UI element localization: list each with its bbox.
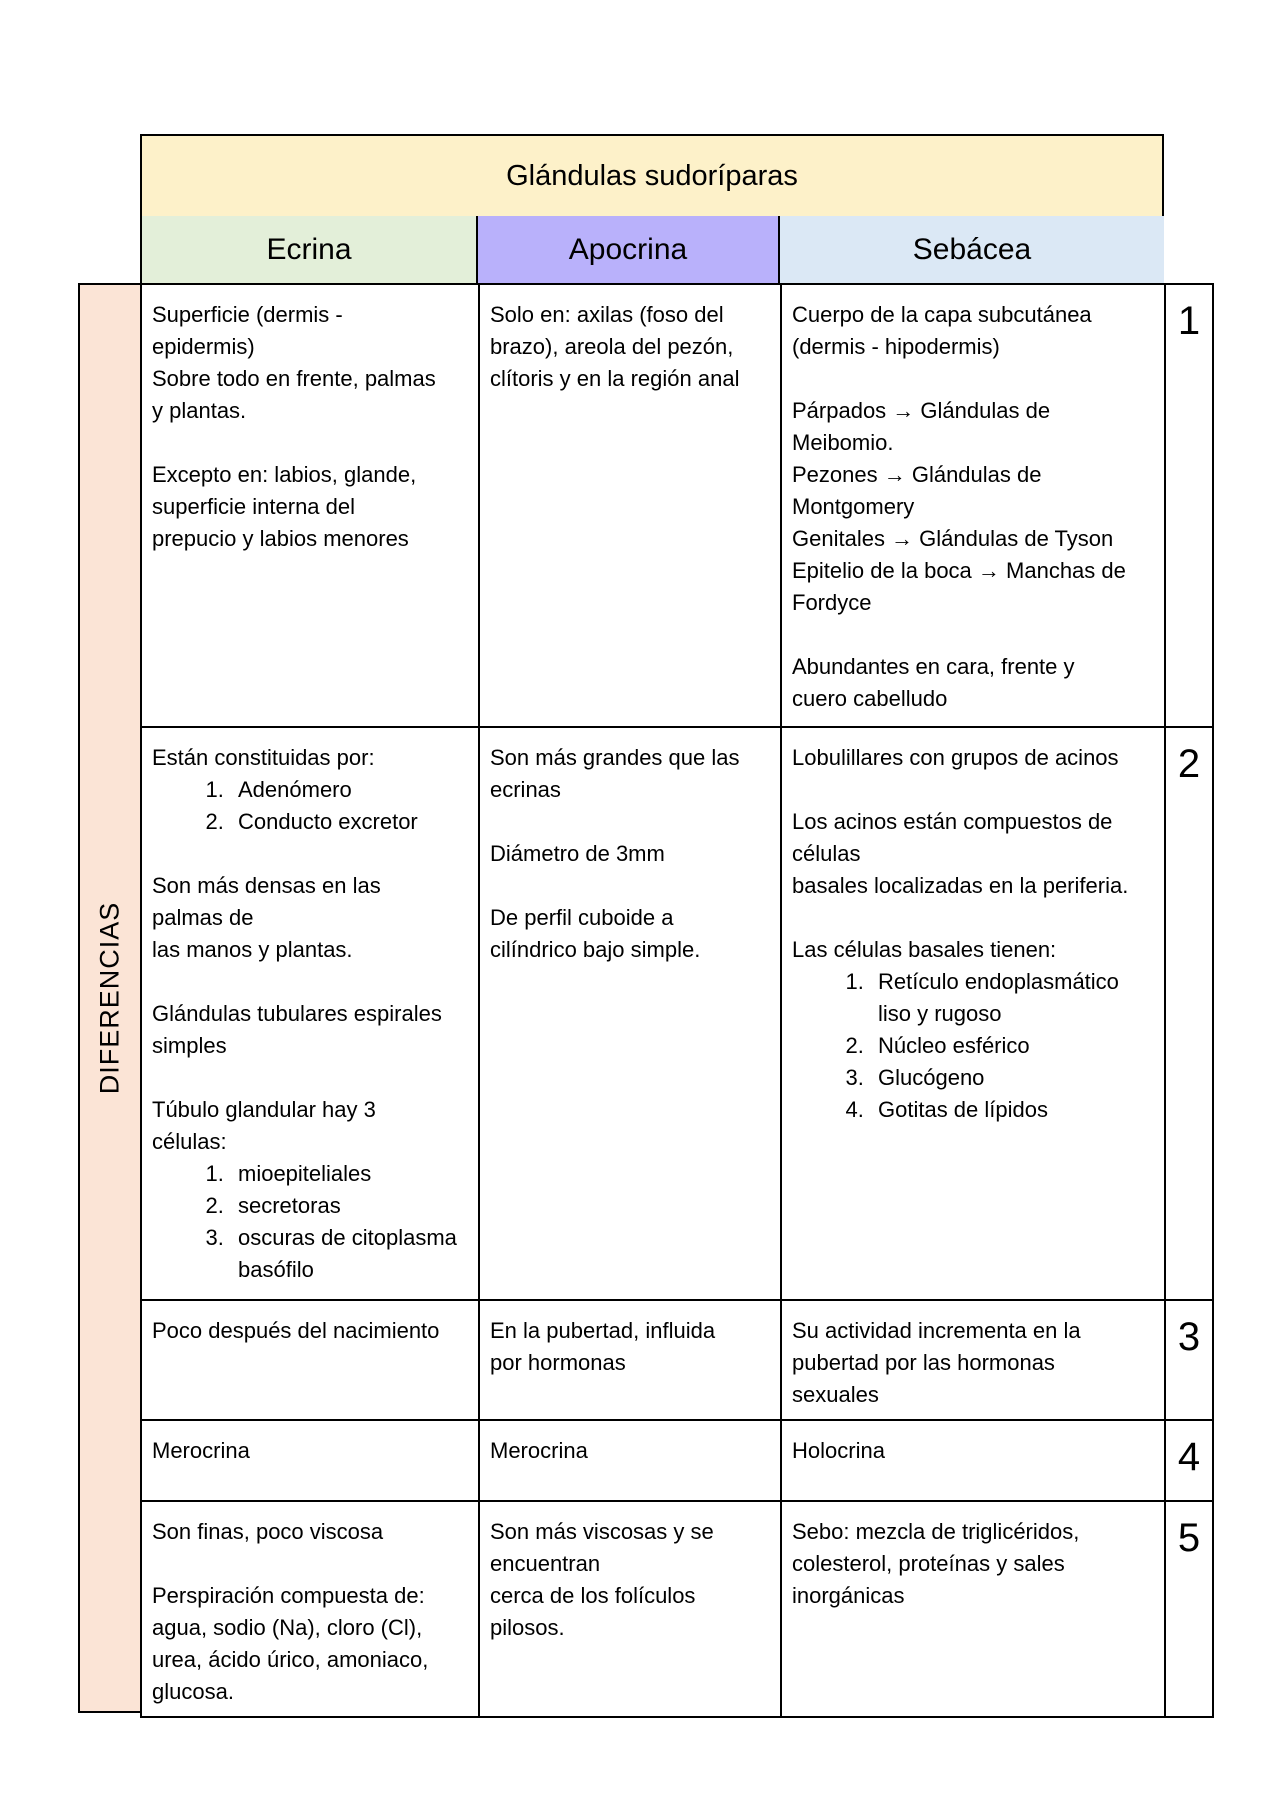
- column-header-sebacea: Sebácea: [780, 216, 1164, 284]
- text-line: prepucio y labios menores: [152, 526, 409, 551]
- text-line: (dermis - hipodermis): [792, 334, 1000, 359]
- text-line: Genitales → Glándulas de Tyson: [792, 526, 1114, 551]
- text-line: Diámetro de 3mm: [490, 841, 665, 866]
- cell-ecrina-5: [141, 1501, 479, 1717]
- list-item: 1. mioepiteliales: [230, 1158, 468, 1190]
- cell-apocrina-3: [479, 1300, 781, 1420]
- table-title: Glándulas sudoríparas: [140, 134, 1164, 218]
- text-line: clítoris y en la región anal: [490, 366, 740, 391]
- text-line: cilíndrico bajo simple.: [490, 937, 701, 962]
- text-line: las manos y plantas.: [152, 937, 353, 962]
- cell-ecrina-3: [141, 1300, 479, 1420]
- text-line: Perspiración compuesta de:: [152, 1583, 425, 1608]
- text-line: simples: [152, 1033, 227, 1058]
- text-line: Fordyce: [792, 590, 872, 615]
- text-line: Su actividad incrementa en la: [792, 1318, 1081, 1343]
- text-line: pilosos.: [490, 1615, 565, 1640]
- text-line: Merocrina: [490, 1438, 588, 1463]
- text-line: De perfil cuboide a: [490, 905, 674, 930]
- text-line: inorgánicas: [792, 1583, 905, 1608]
- text-line: Las células basales tienen:: [792, 937, 1057, 962]
- row-number-1: 1: [1165, 284, 1213, 727]
- column-header-ecrina: Ecrina: [140, 216, 478, 284]
- text-line: Túbulo glandular hay 3: [152, 1097, 376, 1122]
- table-row-2: [141, 727, 1213, 1300]
- side-label-text: DIFERENCIAS: [94, 901, 125, 1095]
- text-line: Lobulillares con grupos de acinos: [792, 745, 1119, 770]
- text-line: encuentran: [490, 1551, 601, 1576]
- table-row-4: [141, 1420, 1213, 1501]
- text-line: Poco después del nacimiento: [152, 1318, 440, 1343]
- list-item: 2. secretoras: [230, 1190, 468, 1222]
- cell-apocrina-4: [479, 1420, 781, 1501]
- cell-apocrina-2: [479, 727, 781, 1300]
- numbered-list: [792, 966, 1154, 1126]
- list-item: 1. Retículo endoplasmático liso y rugoso: [870, 966, 1154, 1030]
- table-row-5: [141, 1501, 1213, 1717]
- list-item: 1. Adenómero: [230, 774, 468, 806]
- text-line: agua, sodio (Na), cloro (Cl),: [152, 1615, 423, 1640]
- text-line: y plantas.: [152, 398, 247, 423]
- text-line: Montgomery: [792, 494, 915, 519]
- table-row-1: [141, 284, 1213, 727]
- text-line: colesterol, proteínas y sales: [792, 1551, 1065, 1576]
- text-line: Los acinos están compuestos de: [792, 809, 1113, 834]
- text-line: Están constituidas por:: [152, 745, 375, 770]
- cell-ecrina-4: [141, 1420, 479, 1501]
- text-line: Glándulas tubulares espirales: [152, 1001, 442, 1026]
- comparison-table: [140, 283, 1214, 1718]
- cell-apocrina-1: [479, 284, 781, 727]
- text-line: glucosa.: [152, 1679, 234, 1704]
- text-line: epidermis): [152, 334, 255, 359]
- text-line: Superficie (dermis -: [152, 302, 343, 327]
- text-line: sexuales: [792, 1382, 879, 1407]
- text-line: Sebo: mezcla de triglicéridos,: [792, 1519, 1080, 1544]
- cell-sebacea-3: [781, 1300, 1165, 1420]
- row-number-4: 4: [1165, 1420, 1213, 1501]
- text-line: Cuerpo de la capa subcutánea: [792, 302, 1092, 327]
- numbered-list: [152, 1158, 468, 1286]
- list-item: 2. Conducto excretor: [230, 806, 468, 838]
- text-line: Son finas, poco viscosa: [152, 1519, 384, 1544]
- text-line: por hormonas: [490, 1350, 626, 1375]
- column-header-apocrina: Apocrina: [478, 216, 780, 284]
- cell-sebacea-4: [781, 1420, 1165, 1501]
- row-number-2: 2: [1165, 727, 1213, 1300]
- text-line: Meibomio.: [792, 430, 894, 455]
- text-line: Son más grandes que las: [490, 745, 740, 770]
- numbered-list: [152, 774, 468, 838]
- row-number-5: 5: [1165, 1501, 1213, 1717]
- text-line: superficie interna del: [152, 494, 356, 519]
- table-row-3: [141, 1300, 1213, 1420]
- text-line: Abundantes en cara, frente y: [792, 654, 1075, 679]
- text-line: Son más viscosas y se: [490, 1519, 714, 1544]
- text-line: Epitelio de la boca → Manchas de: [792, 558, 1126, 583]
- list-item: 3. oscuras de citoplasma basófilo: [230, 1222, 468, 1286]
- list-item: 3. Glucógeno: [870, 1062, 1154, 1094]
- cell-ecrina-1: [141, 284, 479, 727]
- text-line: cerca de los folículos: [490, 1583, 696, 1608]
- text-line: ecrinas: [490, 777, 561, 802]
- cell-sebacea-1: [781, 284, 1165, 727]
- text-line: Excepto en: labios, glande,: [152, 462, 417, 487]
- text-line: urea, ácido úrico, amoniaco,: [152, 1647, 429, 1672]
- text-line: cuero cabelludo: [792, 686, 948, 711]
- side-label-cell: [78, 283, 142, 1713]
- row-number-3: 3: [1165, 1300, 1213, 1420]
- text-line: Son más densas en las: [152, 873, 381, 898]
- list-item: 4. Gotitas de lípidos: [870, 1094, 1154, 1126]
- text-line: pubertad por las hormonas: [792, 1350, 1055, 1375]
- text-line: En la pubertad, influida: [490, 1318, 716, 1343]
- text-line: Merocrina: [152, 1438, 250, 1463]
- text-line: Solo en: axilas (foso del: [490, 302, 724, 327]
- text-line: brazo), areola del pezón,: [490, 334, 734, 359]
- cell-apocrina-5: [479, 1501, 781, 1717]
- text-line: Pezones → Glándulas de: [792, 462, 1042, 487]
- text-line: Párpados → Glándulas de: [792, 398, 1051, 423]
- cell-sebacea-2: [781, 727, 1165, 1300]
- text-line: células:: [152, 1129, 227, 1154]
- cell-ecrina-2: [141, 727, 479, 1300]
- text-line: células: [792, 841, 861, 866]
- list-item: 2. Núcleo esférico: [870, 1030, 1154, 1062]
- text-line: palmas de: [152, 905, 254, 930]
- text-line: Sobre todo en frente, palmas: [152, 366, 436, 391]
- text-line: Holocrina: [792, 1438, 885, 1463]
- cell-sebacea-5: [781, 1501, 1165, 1717]
- text-line: basales localizadas en la periferia.: [792, 873, 1129, 898]
